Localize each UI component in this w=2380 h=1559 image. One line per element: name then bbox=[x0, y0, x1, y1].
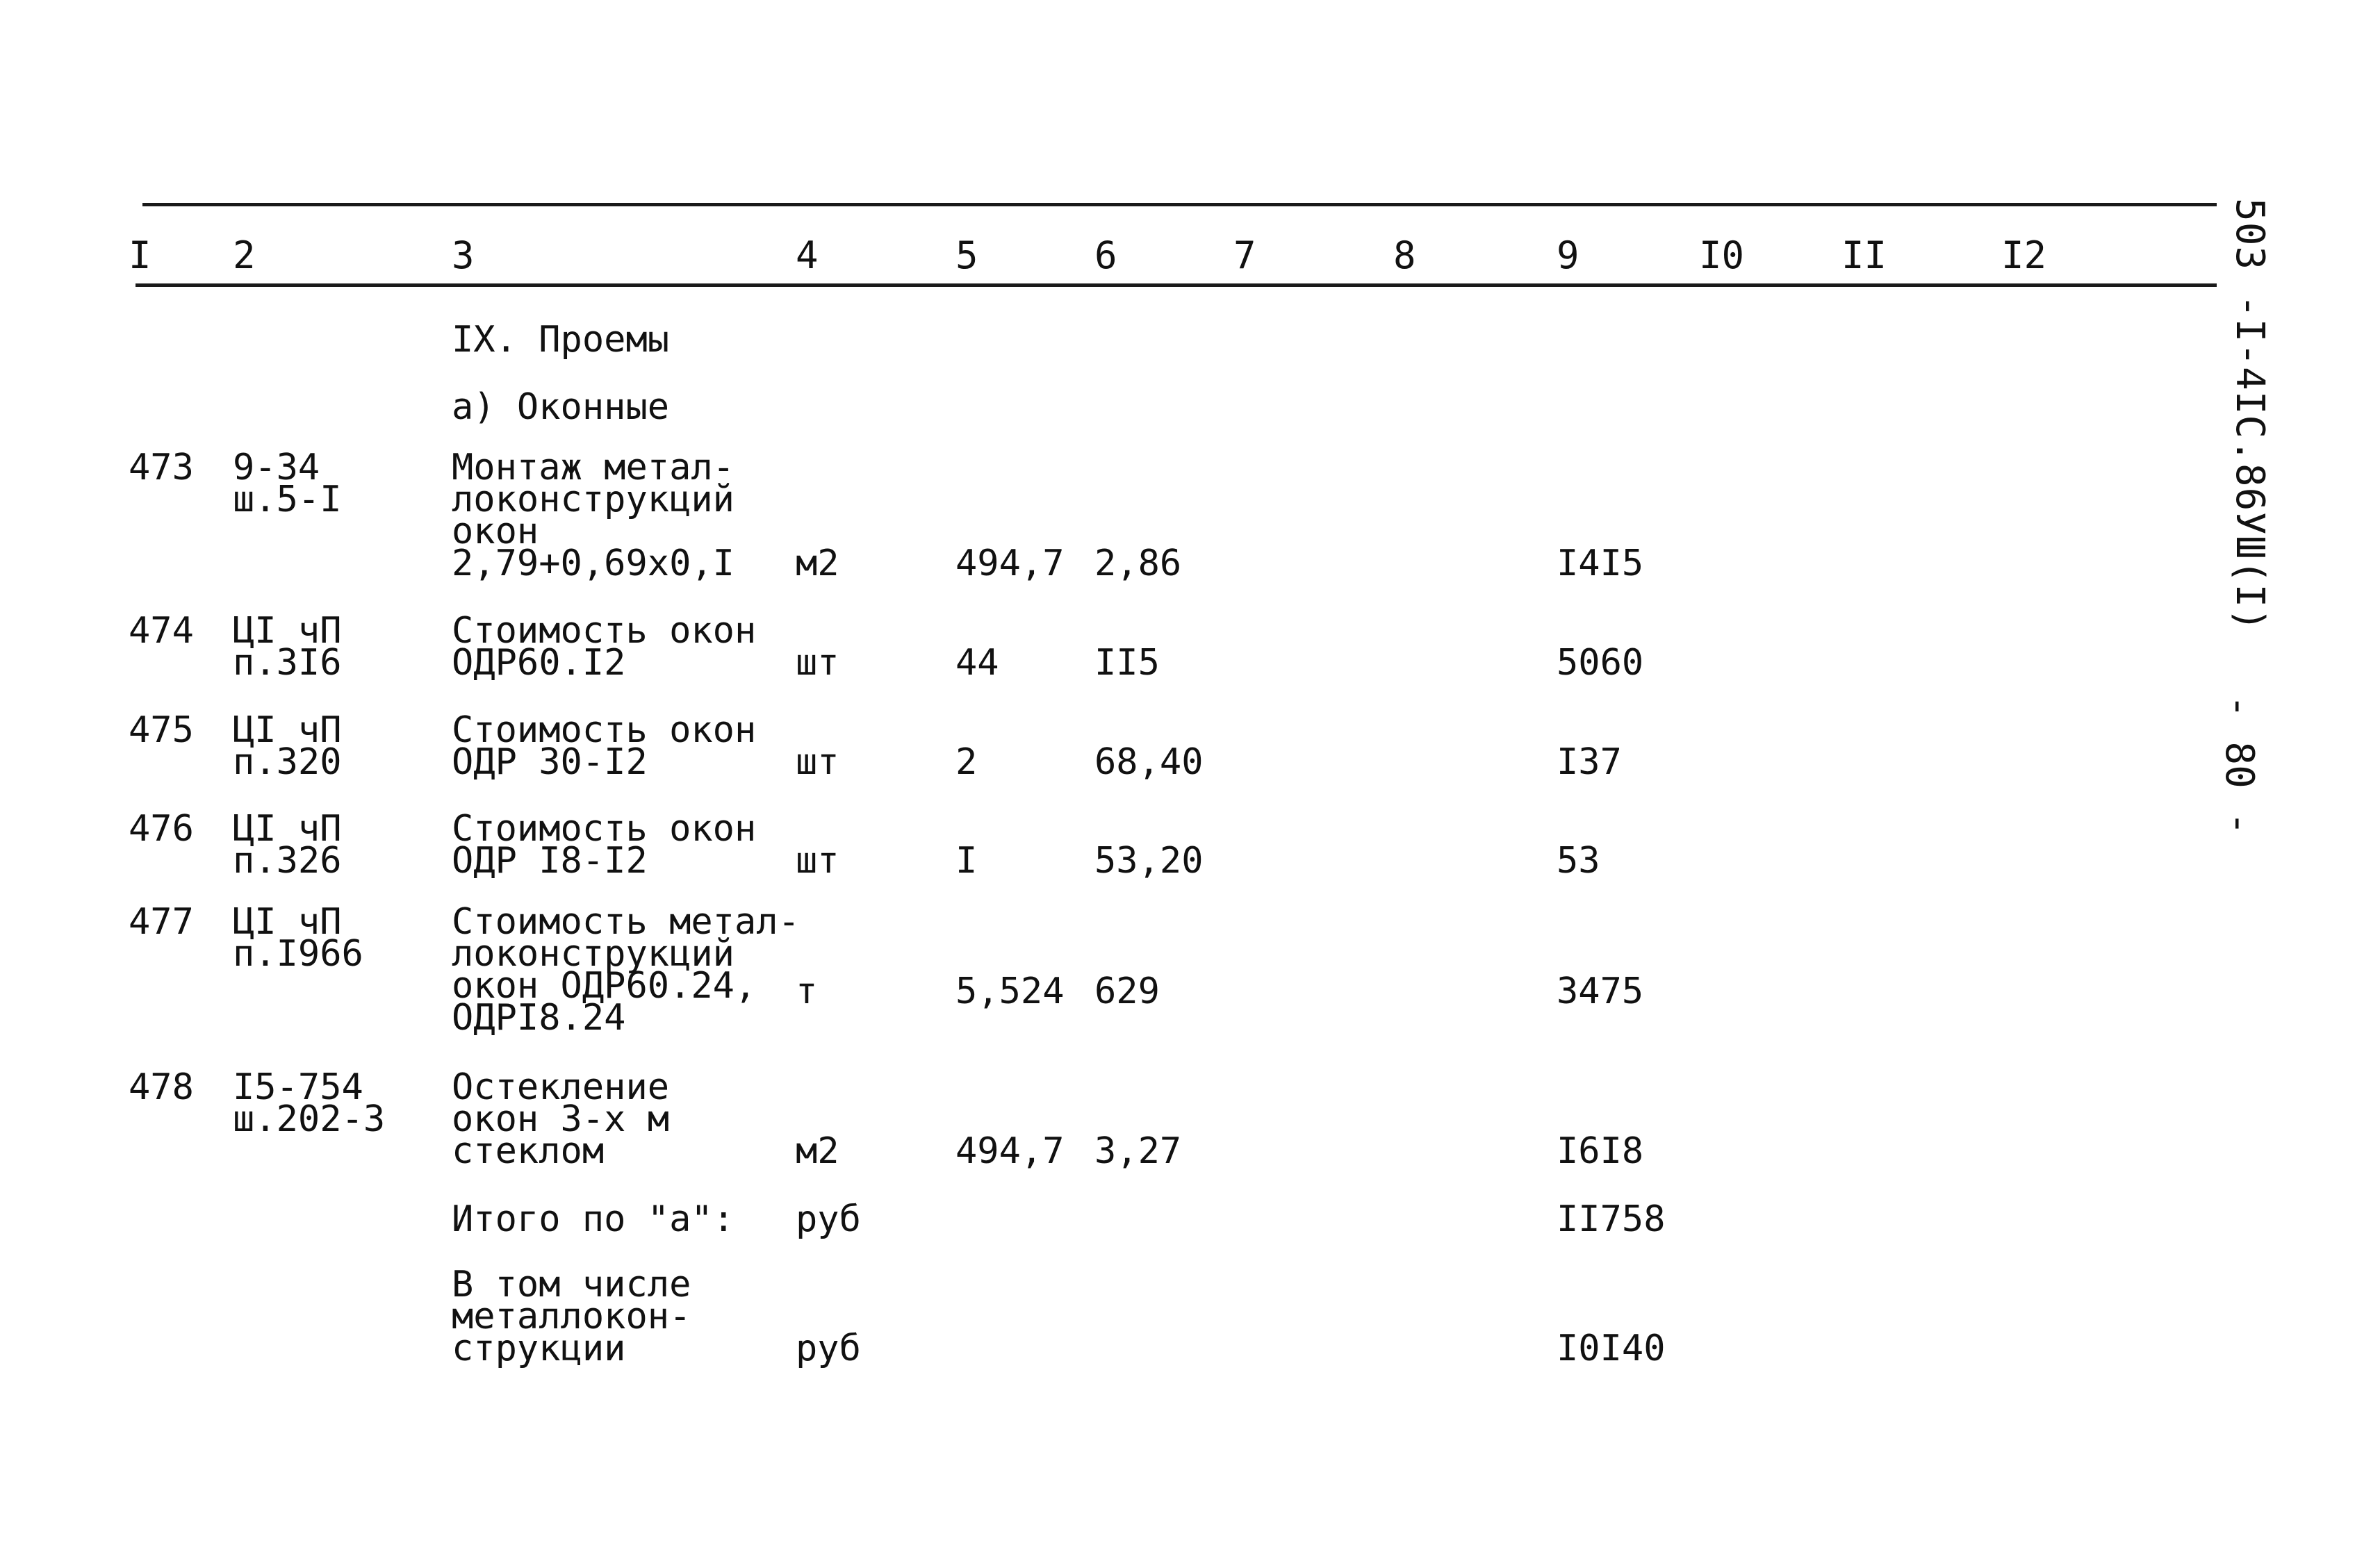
row-description bbox=[452, 709, 757, 783]
row-code-line: 9-34 bbox=[233, 447, 320, 488]
row-description bbox=[452, 1066, 670, 1172]
row-number: 475 bbox=[129, 709, 194, 751]
row-number: 476 bbox=[129, 808, 194, 850]
row-code-line: п.I966 bbox=[233, 933, 363, 975]
header-top-rule bbox=[142, 203, 2217, 206]
row-number: 474 bbox=[129, 610, 194, 652]
row-total: 3475 bbox=[1557, 971, 1644, 1012]
row-price: 53,20 bbox=[1094, 840, 1204, 882]
row-description-line: Стоимость окон bbox=[452, 709, 757, 751]
row-description-line: локонструкций bbox=[452, 479, 734, 520]
row-description-line: локонструкций bbox=[452, 933, 734, 975]
row-unit: шт bbox=[796, 642, 839, 684]
row-description-line: Стоимость окон bbox=[452, 808, 757, 850]
subsection-title: а) Оконные bbox=[452, 386, 670, 428]
row-unit: т bbox=[796, 971, 818, 1012]
row-total: 53 bbox=[1557, 840, 1600, 882]
row-code bbox=[233, 808, 342, 882]
column-header-11: II bbox=[1841, 233, 1887, 277]
header-bottom-rule bbox=[136, 283, 2217, 287]
column-header-6: 6 bbox=[1094, 233, 1117, 277]
row-code-line: ЦI чП bbox=[233, 901, 342, 943]
row-total: I6I8 bbox=[1557, 1130, 1644, 1172]
column-header-3: 3 bbox=[452, 233, 475, 277]
row-code-line: ш.202-3 bbox=[233, 1098, 386, 1140]
row-total: I37 bbox=[1557, 741, 1622, 783]
column-header-12: I2 bbox=[2001, 233, 2047, 277]
row-description-line: Стоимость окон bbox=[452, 610, 757, 652]
row-code-line: ЦI чП bbox=[233, 808, 342, 850]
row-total: I4I5 bbox=[1557, 543, 1644, 584]
row-unit: шт bbox=[796, 840, 839, 882]
column-header-5: 5 bbox=[955, 233, 978, 277]
row-number: 478 bbox=[129, 1066, 194, 1108]
document-code: 503 -I-4IC.86УШ(I) bbox=[2227, 198, 2272, 632]
row-code-line: п.320 bbox=[233, 741, 342, 783]
row-quantity: I bbox=[955, 840, 978, 882]
row-total: 5060 bbox=[1557, 642, 1644, 684]
row-price: 3,27 bbox=[1094, 1130, 1182, 1172]
row-description-line: ОДРI8.24 bbox=[452, 997, 626, 1039]
row-description-line: стеклом bbox=[452, 1130, 605, 1172]
row-code-line: ЦI чП bbox=[233, 709, 342, 751]
row-description-line: окон ОДР60.24, bbox=[452, 965, 757, 1007]
including-description-line: В том числе bbox=[452, 1264, 691, 1305]
subtotal-label: Итого по "а": bbox=[452, 1198, 734, 1240]
row-code bbox=[233, 1066, 386, 1140]
row-description-line: ОДР 30-I2 bbox=[452, 741, 648, 783]
row-description-line: 2,79+0,69х0,I bbox=[452, 543, 734, 584]
row-code-line: I5-754 bbox=[233, 1066, 363, 1108]
column-header-8: 8 bbox=[1393, 233, 1416, 277]
column-header-9: 9 bbox=[1557, 233, 1579, 277]
row-description bbox=[452, 610, 757, 684]
including-description-line: струкции bbox=[452, 1328, 626, 1369]
row-description bbox=[452, 447, 734, 584]
subtotal-unit: руб bbox=[796, 1198, 861, 1240]
row-description-line: Стоимость метал- bbox=[452, 901, 800, 943]
row-quantity: 44 bbox=[955, 642, 999, 684]
row-code bbox=[233, 901, 363, 975]
page-number: - 80 - bbox=[2217, 695, 2262, 836]
row-number: 473 bbox=[129, 447, 194, 488]
column-header-10: I0 bbox=[1699, 233, 1745, 277]
row-description-line: Остекление bbox=[452, 1066, 670, 1108]
row-quantity: 5,524 bbox=[955, 971, 1065, 1012]
including-description bbox=[452, 1264, 691, 1369]
row-price: 629 bbox=[1094, 971, 1160, 1012]
row-price: 2,86 bbox=[1094, 543, 1182, 584]
section-title: IX. Проемы bbox=[452, 319, 670, 361]
including-description-line: металлокон- bbox=[452, 1296, 691, 1337]
row-quantity: 2 bbox=[955, 741, 978, 783]
row-description-line: ОДР I8-I2 bbox=[452, 840, 648, 882]
row-quantity: 494,7 bbox=[955, 543, 1065, 584]
row-code bbox=[233, 709, 342, 783]
column-header-1: I bbox=[129, 233, 151, 277]
row-unit: м2 bbox=[796, 543, 839, 584]
column-header-7: 7 bbox=[1233, 233, 1256, 277]
row-description bbox=[452, 808, 757, 882]
row-code bbox=[233, 447, 342, 520]
row-code-line: п.3I6 bbox=[233, 642, 342, 684]
row-code-line: ЦI чП bbox=[233, 610, 342, 652]
row-description-line: окон 3-х м bbox=[452, 1098, 670, 1140]
row-description-line: Монтаж метал- bbox=[452, 447, 734, 488]
column-header-4: 4 bbox=[796, 233, 819, 277]
row-description-line: ОДР60.I2 bbox=[452, 642, 626, 684]
including-unit: руб bbox=[796, 1328, 861, 1369]
row-description bbox=[452, 901, 800, 1039]
row-number: 477 bbox=[129, 901, 194, 943]
row-code-line: ш.5-I bbox=[233, 479, 342, 520]
row-price: 68,40 bbox=[1094, 741, 1204, 783]
subtotal-total: II758 bbox=[1557, 1198, 1666, 1240]
row-code-line: п.326 bbox=[233, 840, 342, 882]
row-unit: м2 bbox=[796, 1130, 839, 1172]
including-total: I0I40 bbox=[1557, 1328, 1666, 1369]
column-header-2: 2 bbox=[233, 233, 256, 277]
row-code bbox=[233, 610, 342, 684]
row-quantity: 494,7 bbox=[955, 1130, 1065, 1172]
row-price: II5 bbox=[1094, 642, 1160, 684]
row-unit: шт bbox=[796, 741, 839, 783]
row-description-line: окон bbox=[452, 511, 539, 552]
